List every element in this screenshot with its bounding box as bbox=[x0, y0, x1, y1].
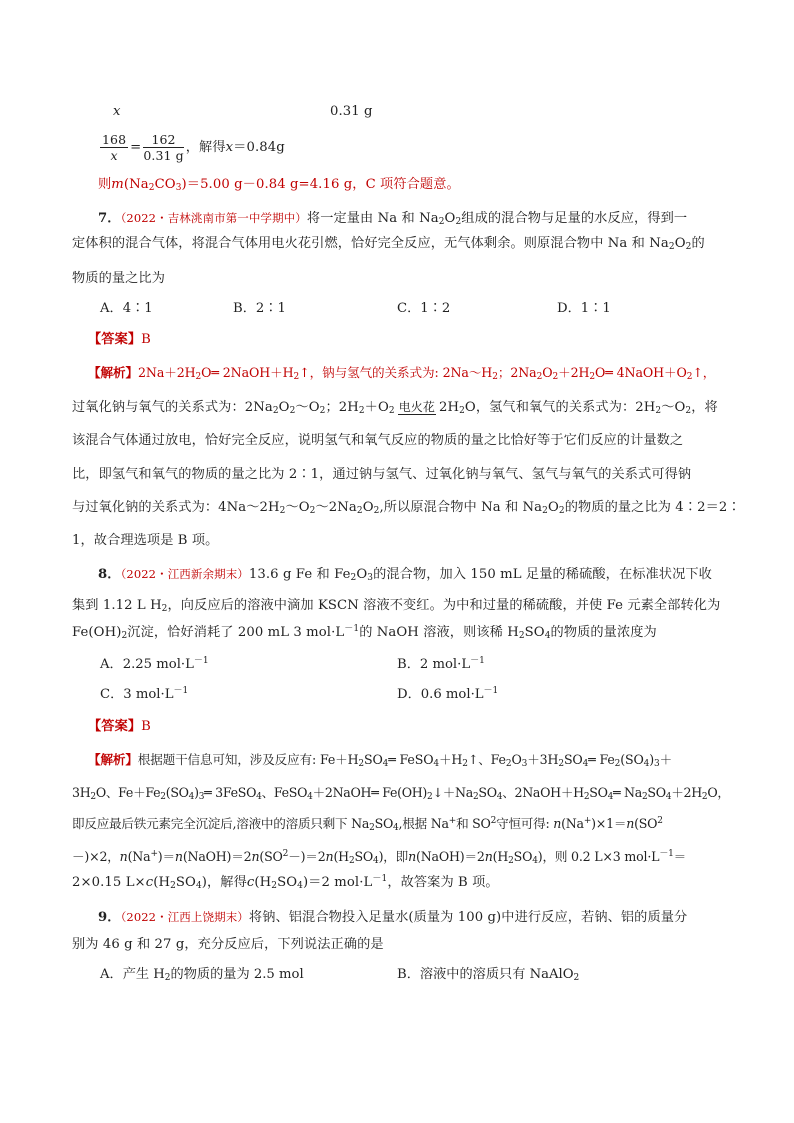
q8-analysis-line-3 bbox=[72, 815, 732, 833]
q7-option-d[interactable] bbox=[557, 300, 611, 318]
text: (SO bbox=[259, 849, 283, 864]
q7-analysis-line-6 bbox=[72, 532, 732, 550]
text: 1，故合理选项是 B 项。 bbox=[72, 533, 219, 548]
q9-option-a[interactable] bbox=[100, 966, 304, 984]
subscript: 2 bbox=[655, 406, 662, 416]
answer-value: B bbox=[141, 332, 151, 347]
answer-label: 【答案】 bbox=[88, 719, 142, 734]
answer-label: 【答案】 bbox=[88, 332, 142, 347]
text: (Na bbox=[127, 849, 151, 864]
text: 将钠、铝混合物投入足量水(质量为 100 g)中进行反应，若钠、铝的质量分 bbox=[248, 910, 688, 925]
subscript: 2 bbox=[641, 792, 648, 802]
subscript: 2 bbox=[271, 881, 278, 891]
subscript: 3 bbox=[198, 792, 205, 802]
analysis-label: 【解析】 bbox=[88, 365, 138, 380]
q9-option-b[interactable] bbox=[397, 966, 579, 984]
subscript: 2 bbox=[472, 792, 479, 802]
subscript: 2 bbox=[552, 372, 559, 382]
text: 守恒可得: bbox=[496, 816, 554, 831]
subscript: 3 bbox=[175, 183, 182, 193]
option-text: A．4∶1 bbox=[100, 301, 153, 316]
option-text: D．1∶1 bbox=[557, 301, 611, 316]
subscript: 4 bbox=[188, 792, 195, 802]
subscript: 4 bbox=[297, 881, 303, 891]
text: 该混合气体通过放电，恰好完全反应，说明氢气和氧气反应的物质的量之比恰好等于它们反应的计量数之 bbox=[72, 433, 684, 448]
analysis-label: 【解析】 bbox=[88, 752, 138, 767]
text: ,根据 Na bbox=[398, 816, 449, 831]
text: ～2Na bbox=[315, 500, 357, 515]
text: )×1＝ bbox=[591, 816, 627, 831]
text: 3H bbox=[72, 785, 91, 800]
mass-label bbox=[330, 103, 794, 121]
var-x: x bbox=[113, 104, 121, 119]
superscript: + bbox=[150, 849, 158, 859]
text: (Na bbox=[123, 177, 149, 192]
text: 、FeSO bbox=[261, 785, 308, 800]
text: O bbox=[542, 365, 553, 380]
subscript: 2 bbox=[701, 792, 708, 802]
text: 与过氧化钠的关系式为：4Na～2H bbox=[72, 500, 280, 515]
text: ＋2H bbox=[558, 365, 590, 380]
q7-analysis-line-1 bbox=[88, 364, 748, 382]
q7-option-c[interactable] bbox=[397, 300, 450, 318]
q8-analysis-line-5 bbox=[72, 874, 732, 892]
q7-option-a[interactable] bbox=[100, 300, 153, 318]
fraction-2 bbox=[143, 132, 183, 163]
superscript: －1 bbox=[344, 624, 360, 634]
text: 沉淀，恰好消耗了 200 mL 3 mol·L bbox=[127, 625, 345, 640]
subscript: 4 bbox=[582, 759, 589, 769]
text: )＝ bbox=[157, 849, 175, 864]
text: (H bbox=[333, 849, 349, 864]
text: ↓＋Na bbox=[432, 785, 473, 800]
subscript: 2 bbox=[686, 372, 693, 382]
subscript: 2 bbox=[160, 792, 166, 802]
q7-analysis-line-3 bbox=[72, 432, 732, 450]
text: ,所以原混合物中 Na 和 Na bbox=[379, 500, 543, 515]
text: 将一定量由 Na 和 Na bbox=[306, 211, 439, 226]
text: 的 bbox=[691, 236, 705, 251]
subscript: 4 bbox=[373, 856, 379, 866]
text: SO bbox=[364, 752, 383, 767]
text: Fe(OH) bbox=[72, 625, 122, 640]
text: 的混合物，加入 150 mL 足量的稀硫酸，在标准状况下收 bbox=[373, 567, 712, 582]
q7-analysis-line-5 bbox=[72, 499, 741, 517]
text: ～O bbox=[661, 400, 686, 415]
superscript: + bbox=[583, 816, 592, 826]
equals-sign: = bbox=[130, 140, 142, 155]
q7-analysis-line-2 bbox=[72, 399, 732, 417]
superscript: 2 bbox=[282, 849, 289, 859]
reaction-condition bbox=[395, 401, 439, 415]
subscript: 2 bbox=[542, 506, 548, 516]
solve-text: ，解得 bbox=[185, 140, 226, 155]
subscript: 2 bbox=[373, 506, 380, 516]
superscript: 2 bbox=[657, 816, 663, 826]
text: 物质的量之比为 bbox=[72, 271, 166, 286]
subscript: 3 bbox=[654, 759, 660, 769]
fraction-2-denominator: 0.31 g bbox=[143, 148, 184, 163]
text: n bbox=[119, 849, 128, 864]
text: CO bbox=[154, 177, 176, 192]
q8-line-3 bbox=[72, 624, 732, 642]
text: SO bbox=[277, 875, 298, 890]
subscript: 2 bbox=[348, 856, 355, 866]
subscript: 4 bbox=[195, 881, 202, 891]
subscript: 2 bbox=[388, 406, 395, 416]
q8-analysis-line-1 bbox=[88, 751, 748, 769]
subscript: 2 bbox=[170, 881, 176, 891]
q7-analysis-line-4 bbox=[72, 466, 732, 484]
text: (H bbox=[254, 875, 272, 890]
text: n bbox=[325, 849, 334, 864]
subscript: 2 bbox=[505, 759, 512, 769]
q9-line-1 bbox=[98, 908, 758, 927]
text: 和 SO bbox=[456, 816, 491, 831]
subscript: 2 bbox=[685, 242, 692, 252]
subscript: 2 bbox=[356, 506, 363, 516]
subscript: 4 bbox=[607, 792, 614, 802]
subscript: 2 bbox=[462, 759, 468, 769]
text: ↑、Fe bbox=[467, 752, 506, 767]
q8-option-d[interactable] bbox=[397, 686, 498, 704]
text: )，即 bbox=[378, 849, 409, 864]
text: SO bbox=[374, 816, 394, 831]
superscript: －1 bbox=[173, 686, 189, 696]
conclusion-line bbox=[98, 176, 758, 194]
q7-line-3 bbox=[72, 270, 732, 288]
text: SO bbox=[478, 785, 497, 800]
text: n bbox=[626, 816, 635, 831]
subscript: 2 bbox=[685, 406, 692, 416]
text: ～O bbox=[295, 400, 320, 415]
q8-line-1 bbox=[98, 565, 758, 584]
option-text: A．产生 H bbox=[100, 967, 165, 982]
text: ＋3H bbox=[527, 752, 559, 767]
subscript: 2 bbox=[583, 792, 590, 802]
text: 过氧化钠与氧气的关系式为：2Na bbox=[72, 400, 273, 415]
solve-value: ＝0.84g bbox=[233, 140, 285, 155]
text: O bbox=[547, 500, 559, 515]
text: ↑， bbox=[692, 365, 716, 380]
q8-option-c[interactable] bbox=[100, 686, 188, 704]
text: (NaOH)＝2 bbox=[416, 849, 485, 864]
text: m bbox=[111, 177, 124, 192]
fraction-1-numerator: 168 bbox=[102, 132, 127, 147]
text: ，将 bbox=[691, 400, 718, 415]
subscript: 4 bbox=[544, 631, 551, 641]
subscript: 2 bbox=[536, 372, 543, 382]
subscript: 2 bbox=[293, 372, 300, 382]
text: ＋H bbox=[438, 752, 463, 767]
q8-option-b[interactable] bbox=[397, 656, 485, 674]
text: 即反应最后铁元素完全沉淀后,溶液中的溶质只剩下 Na bbox=[72, 816, 370, 831]
subscript: 2 bbox=[459, 406, 465, 416]
subscript: 2 bbox=[558, 759, 564, 769]
text: 、2NaOH＋H bbox=[502, 785, 584, 800]
solve-var: x bbox=[225, 140, 234, 155]
subscript: 2 bbox=[492, 372, 498, 382]
subscript: 2 bbox=[195, 372, 202, 382]
text: 则 bbox=[98, 177, 112, 192]
fraction-1 bbox=[100, 132, 128, 163]
text: ↑，钠与氢气的关系式为: 2Na～H bbox=[299, 365, 493, 380]
text: O bbox=[511, 752, 522, 767]
text: －)＝2 bbox=[288, 849, 326, 864]
subscript: 4 bbox=[643, 759, 650, 769]
q7-line-1 bbox=[98, 209, 758, 228]
q8-number: 8． bbox=[98, 567, 121, 582]
text: )，解得 bbox=[201, 875, 247, 890]
text: 定体积的混合气体，将混合气体用电火花引燃，恰好完全反应，无气体剩余。则原混合物中 Na 和 Na bbox=[72, 236, 669, 251]
q7-line-2 bbox=[72, 235, 732, 253]
text: SO bbox=[354, 849, 374, 864]
option-text: B．2 mol·L bbox=[397, 657, 471, 672]
text: c bbox=[246, 875, 255, 890]
answer-value: B bbox=[141, 719, 151, 734]
text: ＋2H bbox=[671, 785, 702, 800]
q8-source: （2022・江西新余期末） bbox=[120, 567, 249, 581]
proportion-equation bbox=[98, 131, 758, 165]
text: ) bbox=[649, 752, 655, 767]
q8-answer bbox=[88, 718, 748, 736]
superscript: －1 bbox=[483, 686, 499, 696]
subscript: 2 bbox=[350, 573, 357, 583]
text: c bbox=[145, 875, 154, 890]
text: 别为 46 g 和 27 g，充分反应后，下列说法正确的是 bbox=[72, 937, 384, 952]
subscript: 2 bbox=[289, 406, 296, 416]
text: 根据题干信息可知，涉及反应有: Fe＋H bbox=[137, 752, 359, 767]
subscript: 2 bbox=[668, 242, 675, 252]
subscript: 2 bbox=[358, 406, 365, 416]
text: O bbox=[362, 500, 374, 515]
q8-line-2 bbox=[72, 597, 732, 615]
text: O═ 2NaOH＋H bbox=[201, 365, 294, 380]
subscript: 2 bbox=[148, 183, 155, 193]
subscript: 4 bbox=[382, 759, 389, 769]
text: 的物质的量之比为 4∶2＝2∶ bbox=[564, 500, 741, 515]
text: n bbox=[484, 849, 493, 864]
subscript: 2 bbox=[309, 506, 316, 516]
subscript: 4 bbox=[532, 856, 538, 866]
condition-text: 电火花 bbox=[398, 400, 435, 414]
option-text: C．3 mol·L bbox=[100, 687, 174, 702]
subscript: 2 bbox=[427, 792, 433, 802]
subscript: 2 bbox=[319, 406, 326, 416]
text: SO bbox=[513, 849, 533, 864]
subscript: 2 bbox=[614, 759, 621, 769]
text: 比，即氢气和氧气的物质的量之比为 2∶1，通过钠与氢气、过氧化钠与氧气、氢气与氧气的关系式可得钠 bbox=[72, 467, 692, 482]
superscript: －1 bbox=[372, 874, 388, 884]
mass-value: 0.31 g bbox=[330, 104, 373, 119]
text: ＋2NaOH═ Fe(OH) bbox=[312, 785, 428, 800]
q9-line-2 bbox=[72, 936, 732, 954]
text: (NaOH)＝2 bbox=[182, 849, 252, 864]
subscript: 2 bbox=[164, 973, 171, 983]
subscript: 2 bbox=[121, 631, 128, 641]
subscript: 2 bbox=[369, 823, 375, 833]
text: O bbox=[674, 236, 686, 251]
subscript: 2 bbox=[438, 217, 445, 227]
superscript: + bbox=[448, 816, 457, 826]
text: (H bbox=[492, 849, 509, 864]
text: (SO bbox=[165, 785, 189, 800]
text: n bbox=[553, 816, 562, 831]
subscript: 2 bbox=[358, 759, 364, 769]
subscript: 2 bbox=[508, 856, 514, 866]
subscript: 3 bbox=[367, 573, 374, 583]
text: O═ 4NaOH＋O bbox=[595, 365, 687, 380]
text: n bbox=[174, 849, 183, 864]
text: 集到 1.12 L H bbox=[72, 598, 162, 613]
text: O、Fe＋Fe bbox=[95, 785, 161, 800]
text: SO bbox=[175, 875, 196, 890]
q8-analysis-line-2 bbox=[72, 784, 732, 802]
text: ，向反应后的溶液中滴加 KSCN 溶液不变红。为中和过量的稀硫酸，并使 Fe 元素全部转化为 bbox=[167, 598, 721, 613]
q9-source: （2022・江西上饶期末） bbox=[120, 910, 249, 924]
subscript: 2 bbox=[558, 506, 565, 516]
text: )＝2 mol·L bbox=[302, 875, 373, 890]
text: O bbox=[444, 211, 456, 226]
text: SO bbox=[589, 785, 608, 800]
q7-option-b[interactable] bbox=[233, 300, 286, 318]
text: 2×0.15 L× bbox=[72, 875, 146, 890]
text: O bbox=[278, 400, 290, 415]
text: ，故答案为 B 项。 bbox=[387, 875, 499, 890]
text: ═ FeSO bbox=[388, 752, 434, 767]
text: 13.6 g Fe 和 Fe bbox=[248, 567, 351, 582]
subscript: 2 bbox=[455, 217, 462, 227]
q7-number: 7． bbox=[98, 211, 121, 226]
subscript: 4 bbox=[307, 792, 313, 802]
text: O，氢气和氧气的关系式为：2H bbox=[464, 400, 656, 415]
option-text: B．2∶1 bbox=[233, 301, 286, 316]
text: 的 NaOH 溶液，则该稀 H bbox=[359, 625, 519, 640]
text: (H bbox=[153, 875, 171, 890]
option-text: A．2.25 mol·L bbox=[100, 657, 194, 672]
text: O， bbox=[707, 785, 730, 800]
text: ) bbox=[194, 785, 199, 800]
q7-source: （2022・吉林洮南市第一中学期中） bbox=[120, 211, 307, 225]
text: 的物质的量浓度为 bbox=[550, 625, 657, 640]
text: ；2Na bbox=[497, 365, 537, 380]
text: SO bbox=[524, 625, 545, 640]
text: 组成的混合物与足量的水反应，得到一 bbox=[461, 211, 688, 226]
subscript: 2 bbox=[279, 506, 286, 516]
text: ═ Fe bbox=[588, 752, 615, 767]
subscript: 2 bbox=[161, 604, 168, 614]
q8-analysis-line-4 bbox=[72, 848, 732, 866]
text: n bbox=[251, 849, 260, 864]
subscript: 2 bbox=[272, 406, 279, 416]
subscript: 3 bbox=[521, 759, 528, 769]
superscript: －1 bbox=[193, 656, 209, 666]
text: 2H bbox=[439, 400, 460, 415]
text: ═ 3FeSO bbox=[204, 785, 257, 800]
text: )，则 0.2 L×3 mol·L bbox=[537, 849, 660, 864]
subscript: 4 bbox=[665, 792, 672, 802]
subscript: 4 bbox=[393, 823, 399, 833]
subscript: 2 bbox=[518, 631, 525, 641]
superscript: －1 bbox=[470, 656, 485, 666]
text: ＋O bbox=[364, 400, 389, 415]
q7-answer bbox=[88, 331, 748, 349]
superscript: －1 bbox=[659, 849, 674, 859]
text: －)×2， bbox=[72, 849, 120, 864]
subscript: 4 bbox=[256, 792, 262, 802]
option-text: C．1∶2 bbox=[397, 301, 451, 316]
option-text: B．溶液中的溶质只有 NaAlO bbox=[397, 967, 574, 982]
text: SO bbox=[647, 785, 666, 800]
option-text: 的物质的量为 2.5 mol bbox=[170, 967, 304, 982]
text: (Na bbox=[561, 816, 584, 831]
subscript: 4 bbox=[496, 792, 503, 802]
text: 2Na＋2H bbox=[137, 365, 196, 380]
fraction-1-denominator: x bbox=[110, 148, 118, 163]
q8-option-a[interactable] bbox=[100, 656, 209, 674]
fraction-2-numerator: 162 bbox=[143, 132, 183, 148]
subscript: 2 bbox=[573, 973, 580, 983]
text: ～O bbox=[285, 500, 310, 515]
subscript: 2 bbox=[90, 792, 96, 802]
text: (SO bbox=[634, 816, 658, 831]
subscript: 4 bbox=[433, 759, 439, 769]
text: ═ Na bbox=[613, 785, 642, 800]
text: ；2H bbox=[325, 400, 359, 415]
text: SO bbox=[563, 752, 583, 767]
option-text: D．0.6 mol·L bbox=[397, 687, 484, 702]
text: O bbox=[356, 567, 368, 582]
text: (SO bbox=[620, 752, 644, 767]
text: ＋ bbox=[659, 752, 673, 767]
subscript: 2 bbox=[589, 372, 596, 382]
text: ＝ bbox=[673, 849, 687, 864]
text: n bbox=[408, 849, 417, 864]
q9-number: 9． bbox=[98, 910, 121, 925]
superscript: 2 bbox=[490, 816, 497, 826]
text: )＝5.00 g－0.84 g=4.16 g，C 项符合题意。 bbox=[181, 177, 460, 192]
